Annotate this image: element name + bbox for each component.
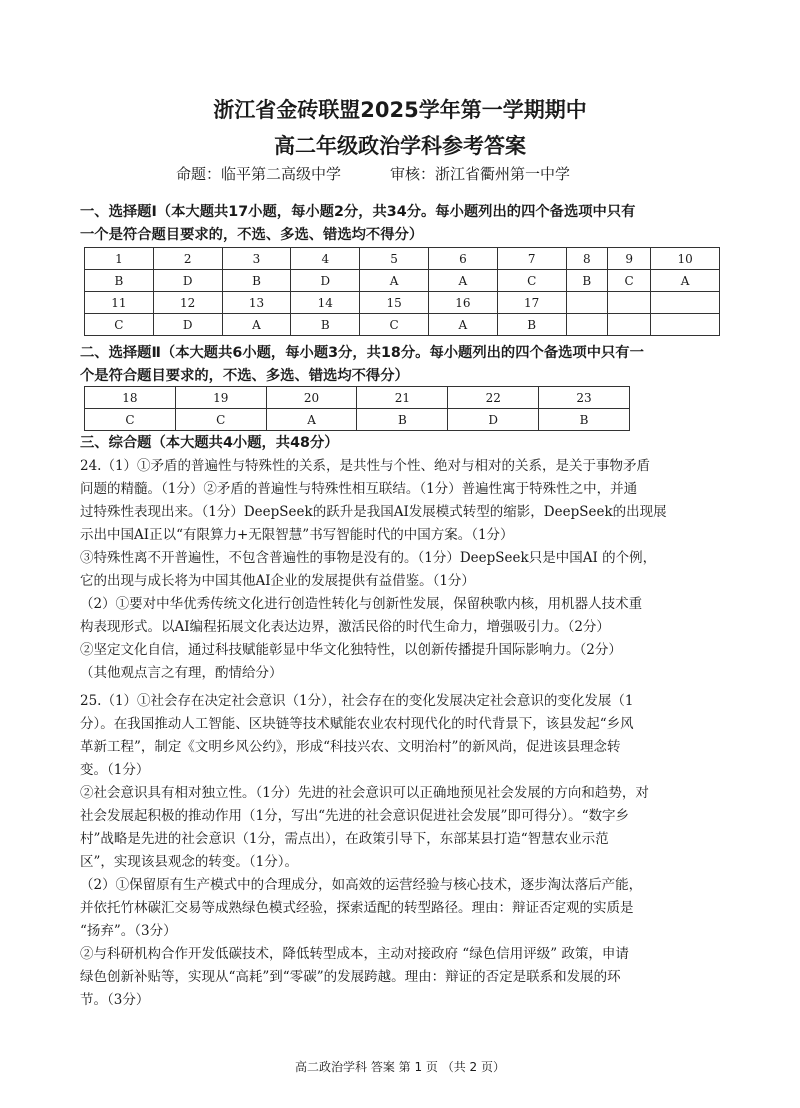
table-row [85,248,720,270]
question-number-cell: 3 [222,248,291,270]
answer-cell: B [222,270,291,292]
question-number-cell: 7 [497,248,566,270]
question-number-cell: 10 [651,248,720,270]
answer-line: 村”战略是先进的社会意识（1分，需点出），在政策引导下，东部某县打造“智慧农业示范 [80,831,609,847]
answer-line: 区”，实现该县观念的转变。（1分）。 [80,854,298,870]
section1-heading: 一、选择题Ⅰ（本大题共17小题，每小题2分，共34分。每小题列出的四个备选项中只有 一个是符合题目要求的，不选、多选、错选均不得分） [80,204,636,243]
answer-cell: D [153,314,222,336]
author-line [176,163,676,184]
answer-line: “扬弃”。（3分） [80,923,177,939]
answer-line: （2）①要对中华优秀传统文化进行创造性转化与创新性发展，保留秧歌内核，用机器人技术重 [80,596,643,612]
question-number-cell: 13 [222,292,291,314]
answer-table-2 [84,386,630,431]
answer-cell: A [651,270,720,292]
answer-cell: D [153,270,222,292]
answer-cell: B [566,270,608,292]
question-number-cell: 18 [85,387,176,409]
answer-cell: A [266,409,357,431]
answer-cell: B [539,409,630,431]
answer-cell [608,314,651,336]
answer-line: 变。（1分） [80,762,150,778]
answer-cell: B [291,314,360,336]
answer-cell: B [357,409,448,431]
answer-cell [566,314,608,336]
question-number-cell: 14 [291,292,360,314]
answer-line: ②社会意识具有相对独立性。（1分）先进的社会意识可以正确地预见社会发展的方向和趋势，对 [80,785,649,801]
page-footer: 高二政治学科 答案 第 1 页 （共 2 页） [295,1060,505,1074]
answer-line: 25.（1）①社会存在决定社会意识（1分），社会存在的变化发展决定社会意识的变化发展（1 [80,693,634,709]
question-number-cell: 2 [153,248,222,270]
question-number-cell: 23 [539,387,630,409]
answer-table-1 [84,247,720,336]
question-number-cell: 4 [291,248,360,270]
question-number-cell: 22 [448,387,539,409]
question-number-cell: 16 [428,292,497,314]
question-number-cell: 8 [566,248,608,270]
answer-cell: C [85,409,176,431]
reviewer: 审核：浙江省衢州第一中学 [390,165,571,183]
question-number-cell [566,292,608,314]
question-number-cell: 11 [85,292,154,314]
table-row [85,387,630,409]
question-number-cell: 12 [153,292,222,314]
answer-line: 并依托竹林碳汇交易等成熟绿色模式经验，探索适配的转型路径。理由：辩证否定观的实质是 [80,900,634,916]
question-number-cell: 19 [175,387,266,409]
answer-line: 革新工程”，制定《文明乡风公约》，形成“科技兴农、文明治村”的新风尚，促进该县理念转 [80,739,621,755]
answer-cell: B [497,314,566,336]
answer-line: ②与科研机构合作开发低碳技术，降低转型成本，主动对接政府 “绿色信用评级” 政策，申请 [80,946,629,962]
answer-line: 节。（3分） [80,992,150,1008]
question-number-cell: 1 [85,248,154,270]
answer-cell: B [85,270,154,292]
answer-cell: C [608,270,651,292]
answer-line: 示出中国AI正以“有限算力+无限智慧”书写智能时代的中国方案。（1分） [80,527,514,543]
table-row [85,292,720,314]
question-24-answer [80,455,720,685]
answer-line: 问题的精髓。（1分）②矛盾的普遍性与特殊性相互联结。（1分）普遍性寓于特殊性之中，并通 [80,481,638,497]
table-row [85,270,720,292]
question-number-cell [608,292,651,314]
answer-cell [651,314,720,336]
answer-line: ③特殊性离不开普遍性，不包含普遍性的事物是没有的。（1分）DeepSeek只是中国AI 的个例， [80,550,657,566]
question-25-answer [80,690,720,1012]
answer-line: 它的出现与成长将为中国其他AI企业的发展提供有益借鉴。（1分） [80,573,475,589]
exam-title: 浙江省金砖联盟2025学年第一学期期中 [213,98,587,122]
answer-cell: D [448,409,539,431]
answer-cell: D [291,270,360,292]
question-number-cell: 5 [360,248,429,270]
table-row [85,314,720,336]
answer-cell: C [497,270,566,292]
answer-cell: A [428,270,497,292]
question-number-cell: 20 [266,387,357,409]
answer-line: 分）。在我国推动人工智能、区块链等技术赋能农业农村现代化的时代背景下，该县发起“乡风 [80,716,634,732]
answer-cell: C [175,409,266,431]
answer-line: 构表现形式。以AI编程拓展文化表达边界，激活民俗的时代生命力，增强吸引力。（2分） [80,619,610,635]
question-number-cell: 15 [360,292,429,314]
answer-line: 24.（1）①矛盾的普遍性与特殊性的关系，是共性与个性、绝对与相对的关系，是关于事物矛盾 [80,458,651,474]
exam-subtitle: 高二年级政治学科参考答案 [274,134,526,158]
answer-cell: C [360,314,429,336]
answer-cell: A [222,314,291,336]
question-number-cell: 21 [357,387,448,409]
table-row [85,409,630,431]
question-number-cell [651,292,720,314]
answer-cell: A [428,314,497,336]
answer-cell: C [85,314,154,336]
answer-line: （2）①保留原有生产模式中的合理成分，如高效的运营经验与核心技术，逐步淘汰落后产能， [80,877,643,893]
answer-line: 过特殊性表现出来。（1分）DeepSeek的跃升是我国AI发展模式转型的缩影，DeepSeek的出现展 [80,504,667,520]
answer-line: ②坚定文化自信，通过科技赋能彰显中华文化独特性，以创新传播提升国际影响力。（2分） [80,642,622,658]
section2-heading: 二、选择题Ⅱ（本大题共6小题，每小题3分，共18分。每小题列出的四个备选项中只有一 个是符合题目要求的，不选、多选、错选均不得分） [80,345,644,384]
answer-line: （其他观点言之有理，酌情给分） [80,665,283,681]
answer-line: 社会发展起积极的推动作用（1分，写出“先进的社会意识促进社会发展”即可得分）。“数字乡 [80,808,630,824]
question-number-cell: 9 [608,248,651,270]
answer-cell: A [360,270,429,292]
section3-heading: 三、综合题（本大题共4小题，共48分） [80,435,339,451]
answer-line: 绿色创新补贴等，实现从“高耗”到“零碳”的发展跨越。理由：辩证的否定是联系和发展的环 [80,969,621,985]
author: 命题：临平第二高级中学 [176,165,342,183]
question-number-cell: 17 [497,292,566,314]
question-number-cell: 6 [428,248,497,270]
